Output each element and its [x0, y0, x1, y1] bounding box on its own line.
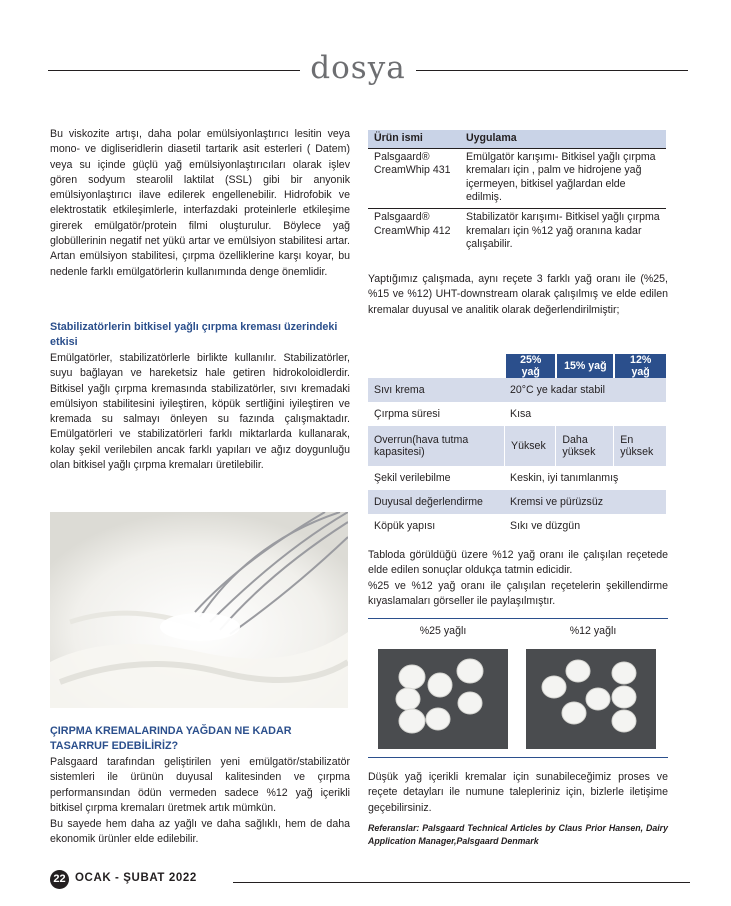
sample-photos — [368, 618, 668, 758]
row-label: Sıvı krema — [368, 378, 504, 402]
col-application: Uygulama — [460, 130, 666, 148]
intro-paragraph: Bu viskozite artışı, daha polar emülsiyonlaştırıcı lesitin veya mono- ve digliseridlerin diasetil tartarik asit esterleri ( Datem) veya su içinde güçlü yağ emülsiyonlaştırıcıları olarak işlev gören sodyum stearolil laktilat (SSL) gibi bir anyonik emülsiyonlaştırıcı ilave edilerek engellenebilir. Hidrofobik ve elektrostatik etkileşimlerle, interfazdaki proteinlerle etkileşime girerek emülgatör/protein filmi oluşturulur. Böylece yağ globüllerinin negatif net yükü artar ve emülsiyon stabilitesi artar. Artan emülsiyon stabilitesi, çırpma özelliklerine karşı koyar, bu nedenle farklı emülgatörlerin kullanımında denge önemlidir. — [50, 128, 350, 278]
product-name: Palsgaard® CreamWhip 412 — [374, 210, 451, 237]
col-fat-15: 15% yağ — [555, 354, 613, 378]
whipped-cream-photo — [50, 512, 348, 708]
row-value: Kremsi ve pürüzsüz — [504, 490, 666, 514]
caption-25: %25 yağlı — [419, 625, 467, 637]
page-footer — [50, 870, 690, 892]
study-paragraph: Yaptığımız çalışmada, aynı reçete 3 farklı yağ oranı ile (%25, %15 ve %12) UHT-downstream olarak çalışılmış ve elde edilen kremalar duyusal ve analitik olarak değerlendirilmiştir; — [368, 273, 668, 316]
comparison-row — [368, 402, 666, 426]
row-value: Kısa — [504, 402, 666, 426]
product-application: Emülgatör karışımı- Bitkisel yağlı çırpma kremaları için , palm ve hidrojene yağ içermeyen, bitkisel yağlardan elde edilmiş. — [460, 148, 666, 208]
issue-date: OCAK - ŞUBAT 2022 — [75, 872, 197, 884]
sample-photo-12 — [526, 649, 656, 749]
footer-rule — [233, 882, 690, 883]
comparison-note-paragraph: %25 ve %12 yağ oranı ile çalışılan reçetelerin şekillendirme kıyaslamaları görseller ile paylaşılmıştır. — [368, 580, 668, 608]
row-label: Çırpma süresi — [368, 402, 504, 426]
heading-stabilizers: Stabilizatörlerin bitkisel yağlı çırpma kreması üzerindeki etkisi — [50, 321, 338, 349]
comparison-row — [368, 378, 666, 402]
heading-fat-saving: ÇIRPMA KREMALARINDA YAĞDAN NE KADAR TASARRUF EDEBİLİRİZ? — [50, 725, 292, 753]
product-row — [368, 208, 666, 254]
masthead-rule-right — [416, 70, 688, 71]
product-application: Stabilizatör karışımı- Bitkisel yağlı çırpma kremaları için %12 yağ oranına kadar çalışabilir. — [466, 210, 660, 251]
references: Referanslar: Palsgaard Technical Articles by Claus Prior Hansen, Dairy Application Manager,Palsgaard Denmark — [368, 823, 668, 846]
contact-paragraph: Düşük yağ içerikli kremalar için sunabileceğimiz proses ve reçete detayları ile numune talepleriniz için, bizlerle iletişime geçebilirsiniz. — [368, 771, 668, 814]
col-fat-25: 25% yağ — [504, 354, 555, 378]
col-product-name: Ürün ismi — [368, 130, 460, 148]
whisk-illustration — [50, 512, 348, 708]
comparison-corner — [368, 354, 504, 378]
row-value: Sıkı ve düzgün — [504, 514, 666, 538]
comparison-header — [368, 354, 666, 378]
col-fat-12: 12% yağ — [613, 354, 666, 378]
product-name: Palsgaard® CreamWhip 431 — [368, 148, 460, 208]
sample-photo-25 — [378, 649, 508, 749]
comparison-table — [368, 354, 666, 538]
row-value-15: Daha yüksek — [555, 426, 613, 466]
row-value: Keskin, iyi tanımlanmış — [504, 466, 666, 490]
row-label: Overrun(hava tutma kapasitesi) — [368, 426, 504, 466]
comparison-row — [368, 514, 666, 538]
row-value: 20°C ye kadar stabil — [504, 378, 666, 402]
masthead-rule-left — [48, 70, 300, 71]
row-value-25: Yüksek — [504, 426, 555, 466]
row-label: Şekil verilebilme — [368, 466, 504, 490]
stabilizers-paragraph: Emülgatörler, stabilizatörlerle birlikte kullanılır. Stabilizatörler, suyu bağlayan ve hareketsiz hale getiren hidrokoloidlerdir. Bitkisel yağlı çırpma kremasında stabilizatörler, sıvı kremadaki emülsiyon stabilitesini iyileştiren, köpük sertliğini iyileştiren ve kremada su salmayı önleyen su fazında çalışmaktadır. Emülgatörleri ve stabilizatörleri farklı miktarlarda kullanarak, kolay şekil verilebilen ancak farklı yapıları ve ağız doygunluğu olan bitkisel yağlı çırpma kremaları üretilebilir. — [50, 352, 350, 472]
caption-12: %12 yağlı — [569, 625, 617, 637]
benefit-paragraph: Bu sayede hem daha az yağlı ve daha sağlıklı, hem de daha ekonomik ürünler elde edilebilir. — [50, 818, 350, 846]
comparison-row — [368, 466, 666, 490]
section-title: dosya — [310, 50, 406, 86]
fat-saving-paragraph: Palsgaard tarafından geliştirilen yeni emülgatör/stabilizatör sistemleri ile ürünün duyusal kalitesinden ve çırpma performansından ödün vermeden sadece %12 yağ içerikli bitkisel çırpma kremaları üretmek artık mümkün. — [50, 756, 350, 814]
product-row — [368, 148, 666, 208]
comparison-row — [368, 490, 666, 514]
product-table — [368, 130, 666, 255]
piped-cream-25 — [378, 649, 508, 749]
piped-cream-12 — [526, 649, 656, 749]
row-label: Duyusal değerlendirme — [368, 490, 504, 514]
section-masthead — [48, 52, 688, 92]
product-table-header — [368, 130, 666, 148]
results-paragraph: Tabloda görüldüğü üzere %12 yağ oranı ile çalışılan reçetede elde edilen sonuçlar oldukça tatmin edicidir. — [368, 549, 668, 577]
row-value-12: En yüksek — [613, 426, 666, 466]
row-label: Köpük yapısı — [368, 514, 504, 538]
comparison-row — [368, 426, 666, 466]
page-number: 22 — [50, 870, 69, 889]
